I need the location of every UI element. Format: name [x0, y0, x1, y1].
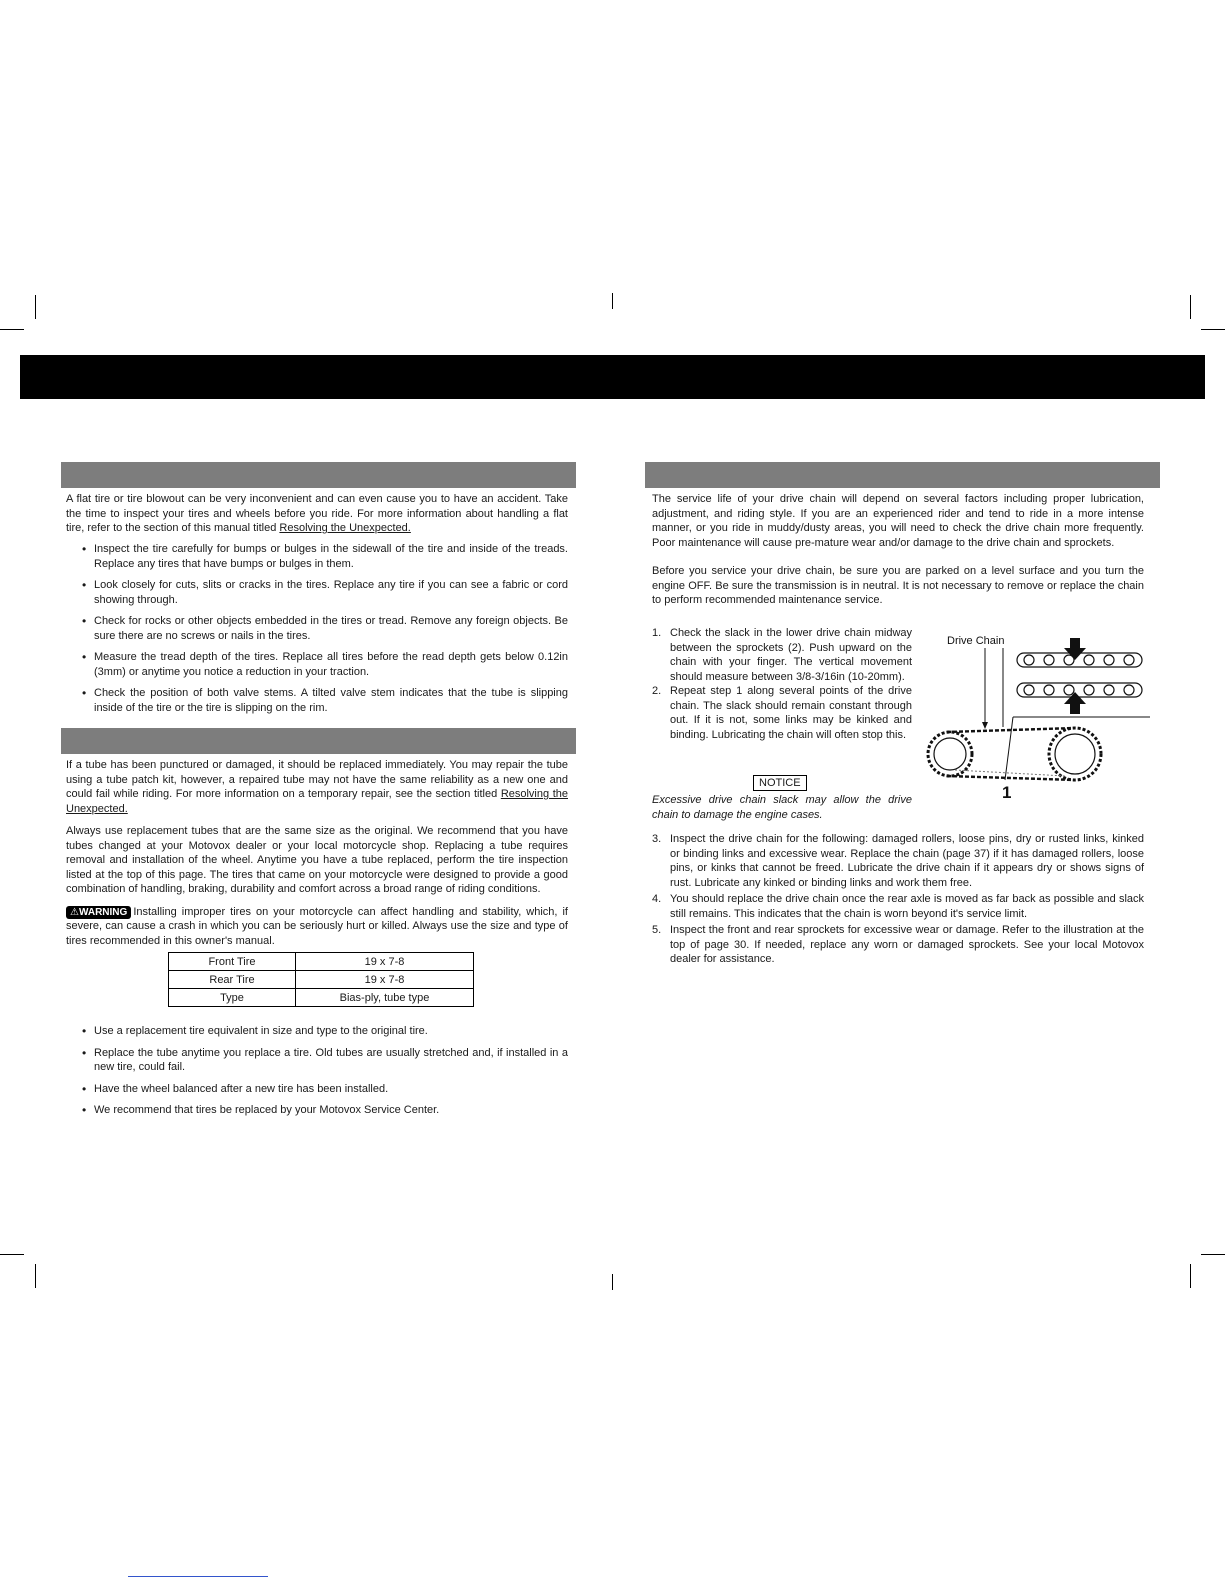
table-cell: 19 x 7-8 — [296, 953, 474, 971]
page-header-bar — [20, 355, 1205, 399]
callout-number: 1 — [1002, 783, 1012, 800]
chain-paragraph-2: Before you service your drive chain, be sure you are parked on a level surface and you turn the engine OFF. Be sure the transmission is in neutral. It is not necessary to remove or replace the chain to perform recommended maintenance service. — [652, 565, 1144, 606]
chain-detail-bottom — [1017, 683, 1142, 697]
drive-chain-illustration — [925, 630, 1150, 800]
step-number: 5. — [652, 924, 662, 936]
chain-shadow — [955, 770, 1065, 776]
chain-paragraph-1: The service life of your drive chain will depend on several factors including proper lubrication, adjustment, and riding style. If you are an experienced rider and tend to ride in a more intense manner, or you ride in muddy/dusty areas, you will need to check the drive chain more frequently. Poor maintenance will cause pre-mature wear and/or damage to the drive chain and sprockets. — [652, 493, 1144, 549]
tubes-paragraph-2: Always use replacement tubes that are the same size as the original. We recommend that you have tubes changed at your Motovox dealer or your local motorcycle shop. Replacing a tube requires removal and installation of the wheel. Anytime you have a tube replaced, perform the tire inspection listed at the top of this page. The tires that came on your motorcycle were designed to provide a good combination of handling, braking, durability and comfort across a broad range of riding conditions. — [66, 825, 568, 895]
table-cell: Bias-ply, tube type — [296, 989, 474, 1007]
step-text: Repeat step 1 along several points of the drive chain. The slack should remain constant through out. If it is not, some links may be kinked and binding. Lubricating the chain will often stop this. — [670, 685, 912, 741]
list-item: • Inspect the tire carefully for bumps or bulges in the sidewall of the tire and inside of the treads. Replace any tires that have bumps or bulges in them. — [66, 542, 568, 571]
list-item — [652, 832, 1144, 890]
list-item: • Replace the tube anytime you replace a tire. Old tubes are usually stretched and, if installed in a new tire, could fail. — [66, 1046, 568, 1075]
crop-mark — [1201, 1254, 1225, 1255]
section-header-tubes — [61, 728, 576, 754]
bottom-underline — [128, 1576, 268, 1577]
chain-detail-top — [1017, 653, 1142, 667]
table-row — [169, 989, 474, 1007]
step-number: 4. — [652, 893, 662, 905]
crop-mark — [1201, 329, 1225, 330]
tires-intro — [66, 492, 568, 536]
list-item: • Have the wheel balanced after a new tire has been installed. — [66, 1082, 568, 1097]
front-sprocket — [928, 732, 972, 776]
crop-mark — [612, 293, 613, 309]
crop-mark — [35, 1264, 36, 1288]
warning-label: WARNING — [78, 906, 128, 918]
warning-text: Installing improper tires on your motorcycle can affect handling and stability, which, if severe, can cause a crash in which you can be seriously hurt or killed. Always use the size and type of tires recommended in this owner's manual. — [66, 905, 568, 947]
tires-intro-text: A flat tire or tire blowout can be very inconvenient and can even cause you to have an accident. Take the time to inspect your tires and wheels before you ride. For more information about handling a flat tire, refer to the section of this manual titled — [66, 493, 568, 534]
step-text: Check the slack in the lower drive chain midway between the sprockets (2). Push upward on the chain with your finger. The vertical movement should measure between 3/8-3/16in (10-20mm). — [670, 627, 912, 683]
step-text: Inspect the drive chain for the following: damaged rollers, loose pins, dry or rusted links, kinked or binding links and excessive wear. Replace the chain (page 37) if it has damaged rollers, loose pins, or kinks that cannot be freed. Lubricate the drive chain if it appears dry or shows signs of rust. Lubricate any kinked or binding links and work them free. — [670, 833, 1144, 889]
crop-mark — [1190, 1264, 1191, 1288]
arrow-down-icon — [1064, 638, 1086, 660]
crop-mark — [0, 329, 24, 330]
list-item: • Check for rocks or other objects embedded in the tires or tread. Remove any foreign objects. Be sure there are no screws or nails in the tires. — [66, 614, 568, 643]
tubes-paragraph-1 — [66, 758, 568, 816]
list-item: • Measure the tread depth of the tires. Replace all tires before the read depth gets below 0.12in (3mm) or anytime you notice a reduction in your traction. — [66, 650, 568, 679]
tube-replacement-list — [66, 1024, 568, 1125]
warning-badge — [66, 906, 131, 919]
list-item — [652, 892, 1144, 921]
crop-mark — [0, 1254, 24, 1255]
table-cell: Rear Tire — [169, 971, 296, 989]
list-item: • Use a replacement tire equivalent in size and type to the original tire. — [66, 1024, 568, 1039]
tubes-body — [66, 758, 568, 956]
warning-triangle-icon: ⚠ — [70, 906, 79, 918]
chain-steps-top — [652, 626, 912, 742]
resolving-unexpected-link[interactable]: Resolving the Unexpected. — [279, 522, 411, 534]
list-item — [652, 923, 1144, 967]
chain-intro — [652, 492, 1144, 616]
warning-paragraph — [66, 905, 568, 949]
step-text: Inspect the front and rear sprockets for excessive wear or damage. Refer to the illustration at the top of page 30. If needed, replace any worn or damaged sprockets. See your local Motovox dealer for assistance. — [670, 924, 1144, 965]
rear-sprocket — [1049, 728, 1101, 780]
list-item: • Look closely for cuts, slits or cracks in the tires. Replace any tire if you can see a fabric or cord showing through. — [66, 578, 568, 607]
list-item — [652, 626, 912, 684]
table-cell: Type — [169, 989, 296, 1007]
section-header-tires — [61, 462, 576, 488]
chain-steps-bottom — [652, 832, 1144, 967]
tire-spec-table — [168, 952, 474, 1007]
table-cell: Front Tire — [169, 953, 296, 971]
step-number: 1. — [652, 627, 662, 639]
crop-mark — [1190, 295, 1191, 319]
table-cell: 19 x 7-8 — [296, 971, 474, 989]
notice-text: Excessive drive chain slack may allow the drive chain to damage the engine cases. — [652, 794, 912, 821]
section-header-drive-chain — [645, 462, 1160, 488]
tubes-p1-text: If a tube has been punctured or damaged, it should be replaced immediately. You may repair the tube using a tube patch kit, however, a repaired tube may not have the same reliability as a new one and could fail while riding. For more information on a temporary repair, see the section titled — [66, 759, 568, 800]
tire-inspection-list — [66, 542, 568, 722]
crop-mark — [612, 1274, 613, 1290]
step-text: You should replace the drive chain once the rear axle is moved as far back as possible and slack still remains. This indicates that the chain is worn beyond it's service limit. — [670, 893, 1144, 920]
list-item: • Check the position of both valve stems. A tilted valve stem indicates that the tube is slipping inside of the tire or the tire is slipping on the rim. — [66, 686, 568, 715]
step-number: 3. — [652, 833, 662, 845]
resolving-unexpected-link[interactable]: Resolving the Unexpected. — [66, 788, 568, 815]
step-number: 2. — [652, 685, 662, 697]
notice-badge: NOTICE — [753, 775, 807, 791]
figure-label: Drive Chain — [947, 635, 1005, 647]
crop-mark — [35, 295, 36, 319]
list-item: • We recommend that tires be replaced by your Motovox Service Center. — [66, 1103, 568, 1118]
table-row — [169, 953, 474, 971]
list-item — [652, 684, 912, 742]
table-row — [169, 971, 474, 989]
